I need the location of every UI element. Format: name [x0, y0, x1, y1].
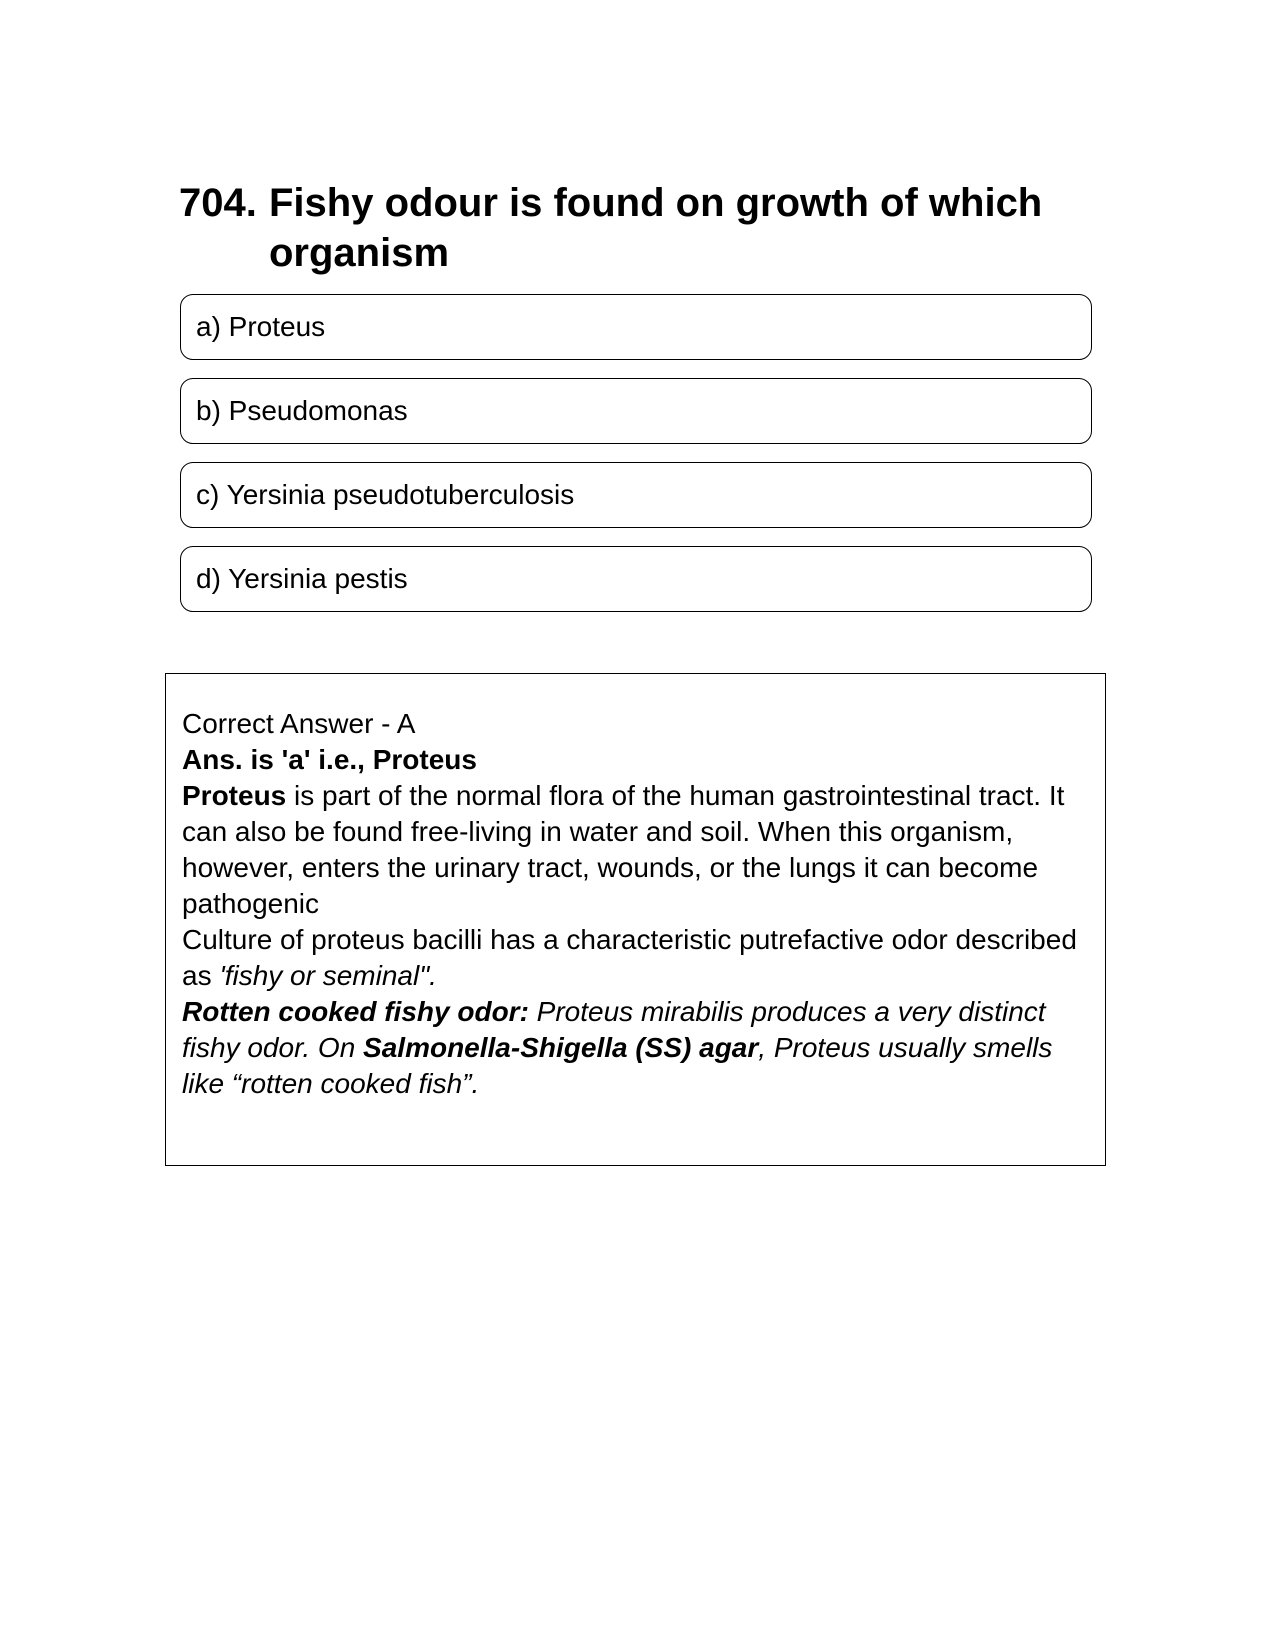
proteus-term: Proteus: [182, 780, 287, 811]
option-d[interactable]: d) Yersinia pestis: [180, 546, 1092, 612]
question-text: Fishy odour is found on growth of which organism: [269, 181, 1043, 275]
question-number: 704.: [179, 181, 257, 225]
option-a[interactable]: a) Proteus: [180, 294, 1092, 360]
option-b[interactable]: b) Pseudomonas: [180, 378, 1092, 444]
odor-heading: Rotten cooked fishy odor:: [182, 996, 529, 1027]
explanation-paragraph-2: [182, 922, 1090, 994]
option-c[interactable]: c) Yersinia pseudotuberculosis: [180, 462, 1092, 528]
question-heading: [179, 178, 1109, 278]
explanation-paragraph-3: [182, 994, 1090, 1102]
explanation-text-3: Proteus mirabilis produces a very distinct fishy odor. On: [182, 996, 1046, 1063]
explanation-text-4: , Proteus usually smells like “rotten cooked fish”.: [182, 1032, 1053, 1099]
answer-heading: Ans. is 'a' i.e., Proteus: [182, 744, 477, 775]
explanation-text-1: is part of the normal flora of the human gastrointestinal tract. It can also be found free-living in water and soil. When this organism, however, enters the urinary tract, wounds, or the lungs it can become pathogenic: [182, 780, 1065, 919]
answer-explanation-box: [165, 673, 1106, 1166]
odor-quote: 'fishy or seminal".: [219, 960, 437, 991]
explanation-text-2: Culture of proteus bacilli has a characteristic putrefactive odor described as: [182, 924, 1077, 991]
ss-agar-term: Salmonella-Shigella (SS) agar: [363, 1032, 759, 1063]
correct-answer-line: Correct Answer - A: [182, 708, 416, 739]
explanation-paragraph-1: [182, 778, 1090, 922]
